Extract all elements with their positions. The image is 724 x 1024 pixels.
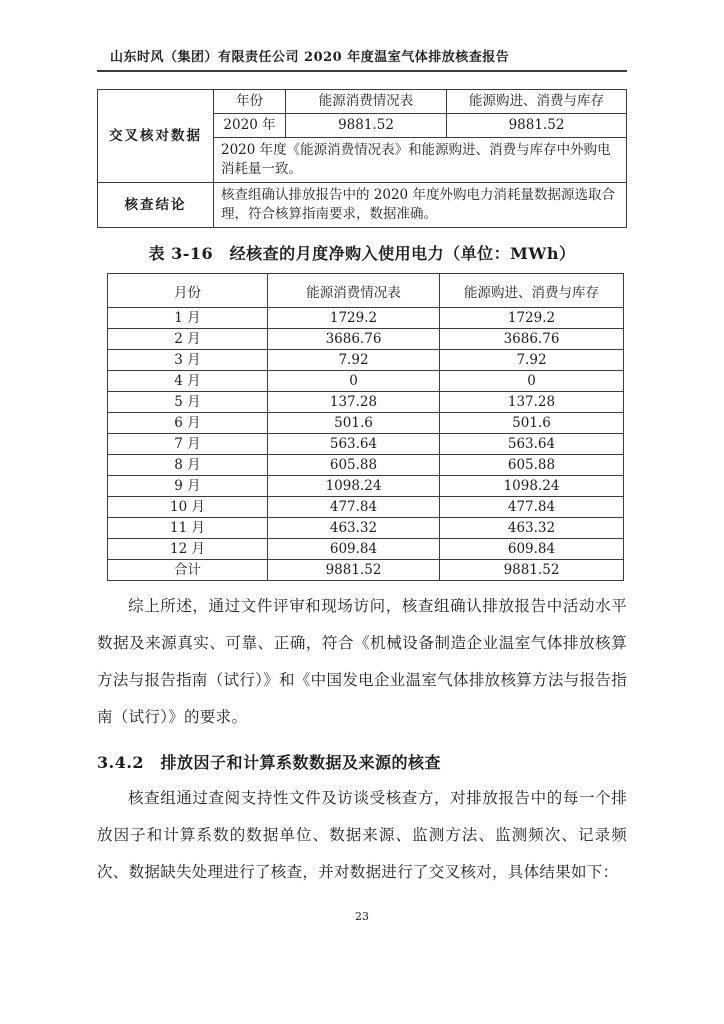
table-row [108, 308, 624, 329]
table-row [98, 90, 627, 114]
value-cell: 7.92 [440, 350, 624, 371]
section-body-paragraph: 核查组通过查阅支持性文件及访谈受核查方，对排放报告中的每一个排放因子和计算系数的数据单位、数据来源、监测方法、监测频次、记录频次、数据缺失处理进行了核查，并对数据进行了交叉核对，具体结果如下： [97, 789, 627, 881]
table-row [108, 455, 624, 476]
value-cell: 477.84 [440, 497, 624, 518]
table-row [108, 392, 624, 413]
table-header-row [108, 274, 624, 308]
month-cell: 11 月 [108, 518, 268, 539]
month-cell: 1 月 [108, 308, 268, 329]
column-header-year: 年份 [214, 90, 286, 114]
total-value-cell: 9881.52 [268, 560, 440, 581]
month-cell: 3 月 [108, 350, 268, 371]
value-cell: 1729.2 [440, 308, 624, 329]
summary-paragraph: 综上所述，通过文件评审和现场访问，核查组确认排放报告中活动水平数据及来源真实、可靠、正确，符合《机械设备制造企业温室气体排放核算方法与报告指南（试行）》和《中国发电企业温室气体排放核算方法与报告指南（试行）》的要求。 [97, 597, 627, 726]
table-row [108, 350, 624, 371]
value-cell: 7.92 [268, 350, 440, 371]
value-cell: 9881.52 [286, 114, 447, 138]
column-header-energy-purchase: 能源购进、消费与库存 [440, 274, 624, 308]
value-cell: 1729.2 [268, 308, 440, 329]
month-cell: 8 月 [108, 455, 268, 476]
table-3-16-title: 表 3-16 经核查的月度净购入使用电力（单位：MWh） [148, 244, 576, 263]
month-cell: 5 月 [108, 392, 268, 413]
cross-check-table [97, 89, 627, 228]
table-row [108, 413, 624, 434]
value-cell: 605.88 [440, 455, 624, 476]
column-header-energy-consumption: 能源消费情况表 [286, 90, 447, 114]
column-header-energy-purchase: 能源购进、消费与库存 [447, 90, 627, 114]
month-cell: 12 月 [108, 539, 268, 560]
running-header-text: 山东时风（集团）有限责任公司 2020 年度温室气体排放核查报告 [110, 50, 510, 65]
month-cell: 7 月 [108, 434, 268, 455]
column-header-energy-consumption: 能源消费情况表 [268, 274, 440, 308]
value-cell: 3686.76 [268, 329, 440, 350]
value-cell: 137.28 [268, 392, 440, 413]
table-row [108, 497, 624, 518]
cross-check-note: 2020 年度《能源消费情况表》和能源购进、消费与库存中外购电消耗量一致。 [214, 138, 627, 183]
value-cell: 609.84 [440, 539, 624, 560]
table-row [108, 518, 624, 539]
value-cell: 0 [268, 371, 440, 392]
value-cell: 1098.24 [440, 476, 624, 497]
running-header [97, 46, 627, 72]
value-cell: 477.84 [268, 497, 440, 518]
table-row [108, 434, 624, 455]
value-cell: 605.88 [268, 455, 440, 476]
value-cell: 0 [440, 371, 624, 392]
value-cell: 609.84 [268, 539, 440, 560]
page-content [97, 46, 627, 891]
table-row [108, 329, 624, 350]
value-cell: 563.64 [440, 434, 624, 455]
month-cell: 9 月 [108, 476, 268, 497]
year-cell: 2020 年 [214, 114, 286, 138]
month-cell: 10 月 [108, 497, 268, 518]
value-cell: 463.32 [268, 518, 440, 539]
value-cell: 463.32 [440, 518, 624, 539]
month-cell: 4 月 [108, 371, 268, 392]
month-cell: 6 月 [108, 413, 268, 434]
section-heading-3-4-2: 3.4.2 排放因子和计算系数数据及来源的核查 [97, 753, 442, 772]
table-row [108, 476, 624, 497]
table-row [108, 539, 624, 560]
total-value-cell: 9881.52 [440, 560, 624, 581]
value-cell: 3686.76 [440, 329, 624, 350]
value-cell: 501.6 [268, 413, 440, 434]
column-header-month: 月份 [108, 274, 268, 308]
monthly-electricity-table [107, 273, 624, 581]
value-cell: 1098.24 [268, 476, 440, 497]
value-cell: 9881.52 [447, 114, 627, 138]
cross-check-row-label: 交叉核对数据 [98, 90, 214, 183]
page-number: 23 [355, 910, 369, 923]
value-cell: 563.64 [268, 434, 440, 455]
conclusion-row-label: 核查结论 [98, 183, 214, 228]
table-row-total [108, 560, 624, 581]
conclusion-text: 核查组确认排放报告中的 2020 年度外购电力消耗量数据源选取合理，符合核算指南要求，数据准确。 [214, 183, 627, 228]
table-row [98, 183, 627, 228]
value-cell: 501.6 [440, 413, 624, 434]
table-row [108, 371, 624, 392]
value-cell: 137.28 [440, 392, 624, 413]
total-label-cell: 合计 [108, 560, 268, 581]
month-cell: 2 月 [108, 329, 268, 350]
